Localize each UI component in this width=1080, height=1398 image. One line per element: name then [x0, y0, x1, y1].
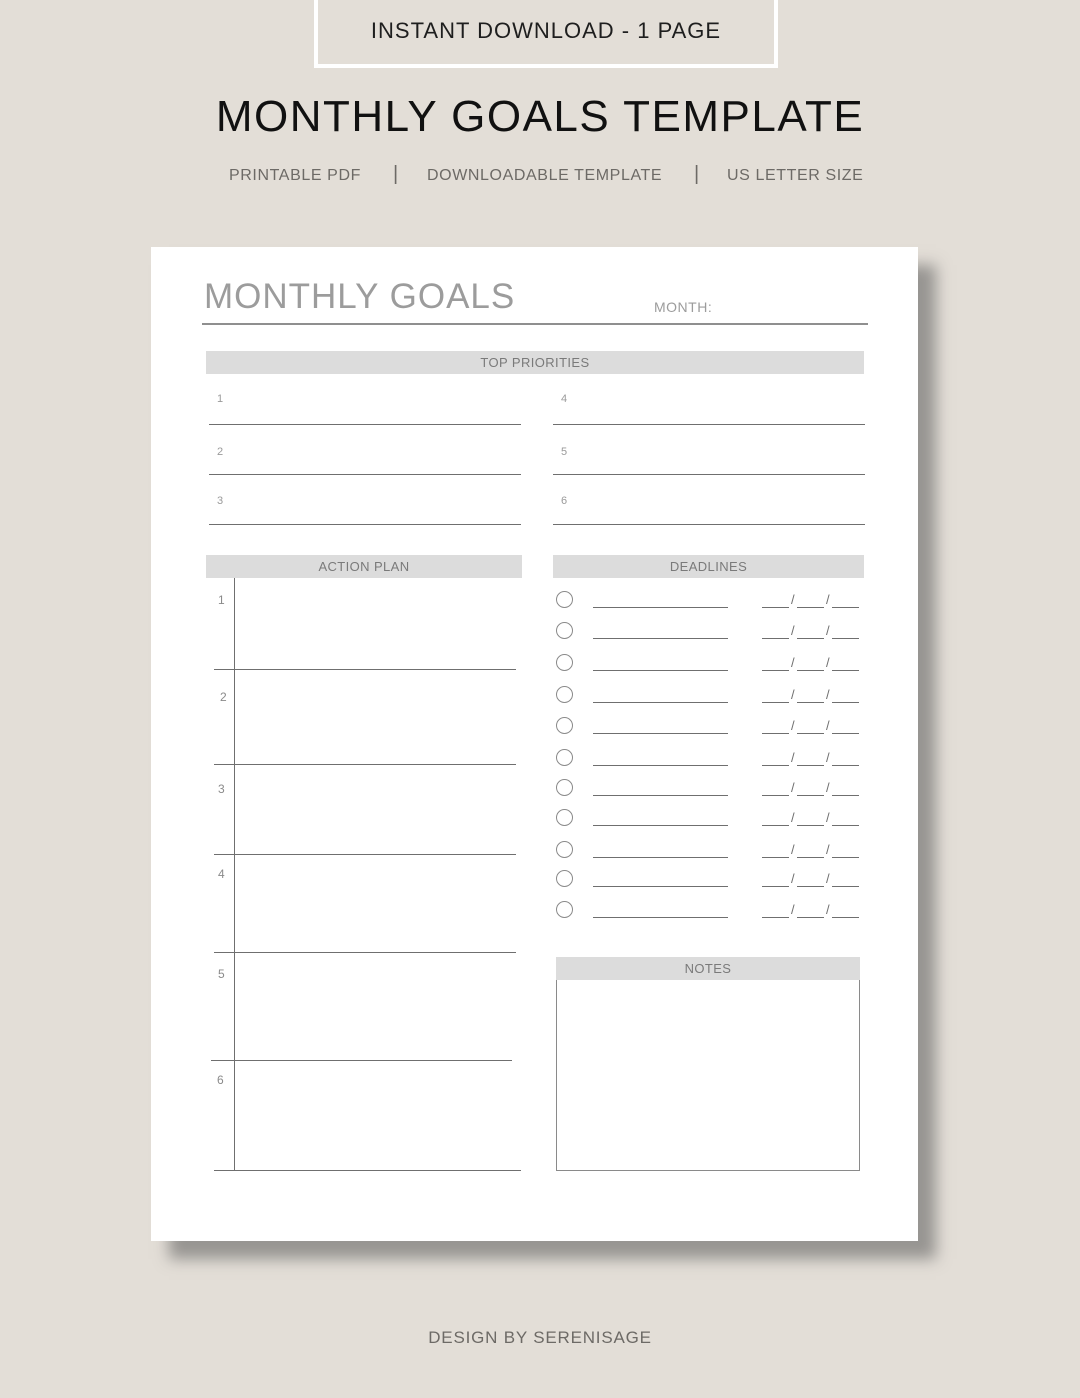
date-slash: / [791, 687, 795, 702]
date-slash: / [826, 655, 830, 670]
deadline-date-field [762, 594, 859, 608]
deadline-task-line [593, 917, 728, 918]
planner-sheet [151, 247, 918, 1241]
priority-line [553, 524, 865, 525]
deadline-date-field [762, 625, 859, 639]
feature-separator: | [694, 163, 700, 185]
date-slash: / [791, 902, 795, 917]
deadline-checkbox[interactable] [556, 901, 573, 918]
deadline-task-line [593, 886, 728, 887]
date-slash: / [791, 592, 795, 607]
deadline-checkbox[interactable] [556, 686, 573, 703]
sheet-title: MONTHLY GOALS [204, 277, 516, 316]
date-blank [797, 733, 824, 734]
page-title: MONTHLY GOALS TEMPLATE [215, 92, 865, 141]
action-line [211, 1060, 512, 1061]
action-line [214, 764, 516, 765]
date-blank [797, 857, 824, 858]
deadline-task-line [593, 825, 728, 826]
date-slash: / [826, 810, 830, 825]
deadlines-header [553, 555, 864, 578]
feature-separator: | [393, 163, 399, 185]
action-plan-label: ACTION PLAN [318, 559, 410, 574]
action-line [214, 854, 516, 855]
priority-number: 4 [561, 393, 568, 405]
deadline-checkbox[interactable] [556, 809, 573, 826]
date-slash: / [826, 871, 830, 886]
date-slash: / [791, 810, 795, 825]
action-number: 3 [218, 782, 225, 796]
date-slash: / [791, 655, 795, 670]
title-rule [202, 323, 868, 325]
deadline-task-line [593, 670, 728, 671]
top-priorities-label: TOP PRIORITIES [480, 355, 590, 370]
date-slash: / [826, 623, 830, 638]
date-slash: / [791, 842, 795, 857]
feature-downloadable-template: DOWNLOADABLE TEMPLATE [427, 167, 663, 184]
deadline-date-field [762, 689, 859, 703]
priority-line [209, 524, 521, 525]
action-number: 2 [220, 690, 227, 704]
deadline-task-line [593, 795, 728, 796]
date-slash: / [826, 592, 830, 607]
date-blank [832, 607, 859, 608]
date-blank [797, 917, 824, 918]
action-number: 1 [218, 593, 225, 607]
deadline-date-field [762, 873, 859, 887]
date-blank [762, 765, 789, 766]
priority-line [553, 424, 865, 425]
date-blank [762, 638, 789, 639]
date-blank [832, 825, 859, 826]
deadline-task-line [593, 857, 728, 858]
deadline-date-field [762, 904, 859, 918]
top-priorities-header [206, 351, 864, 374]
deadline-checkbox[interactable] [556, 749, 573, 766]
priority-number: 5 [561, 446, 568, 458]
deadline-task-line [593, 765, 728, 766]
date-blank [762, 795, 789, 796]
action-number: 4 [218, 867, 225, 881]
date-blank [797, 638, 824, 639]
date-slash: / [826, 902, 830, 917]
date-blank [797, 886, 824, 887]
notes-box [556, 980, 860, 1171]
badge-text: INSTANT DOWNLOAD - 1 PAGE [370, 18, 722, 43]
deadline-date-field [762, 752, 859, 766]
action-line [214, 669, 516, 670]
priority-line [553, 474, 865, 475]
date-slash: / [791, 871, 795, 886]
action-line [214, 952, 516, 953]
deadline-checkbox[interactable] [556, 622, 573, 639]
notes-label: NOTES [684, 961, 732, 976]
date-blank [832, 857, 859, 858]
date-blank [797, 670, 824, 671]
date-blank [797, 702, 824, 703]
deadline-checkbox[interactable] [556, 841, 573, 858]
deadline-date-field [762, 812, 859, 826]
date-blank [797, 607, 824, 608]
date-blank [762, 857, 789, 858]
feature-us-letter-size: US LETTER SIZE [727, 167, 864, 184]
priority-number: 6 [561, 495, 568, 507]
instant-download-badge [314, 0, 778, 68]
date-slash: / [826, 750, 830, 765]
date-slash: / [826, 842, 830, 857]
date-slash: / [791, 750, 795, 765]
month-label: MONTH: [654, 299, 713, 315]
date-blank [762, 825, 789, 826]
date-blank [832, 795, 859, 796]
deadline-task-line [593, 733, 728, 734]
deadline-checkbox[interactable] [556, 870, 573, 887]
design-credit: DESIGN BY SERENISAGE [428, 1328, 652, 1347]
deadline-checkbox[interactable] [556, 717, 573, 734]
date-blank [762, 607, 789, 608]
date-blank [832, 702, 859, 703]
priority-line [209, 424, 521, 425]
date-blank [762, 702, 789, 703]
deadline-date-field [762, 844, 859, 858]
date-blank [762, 917, 789, 918]
date-blank [797, 765, 824, 766]
date-blank [762, 886, 789, 887]
date-slash: / [791, 718, 795, 733]
date-slash: / [791, 623, 795, 638]
date-blank [762, 670, 789, 671]
priority-number: 2 [217, 446, 224, 458]
date-slash: / [826, 780, 830, 795]
deadline-date-field [762, 720, 859, 734]
date-blank [832, 733, 859, 734]
date-blank [832, 670, 859, 671]
date-blank [832, 917, 859, 918]
feature-printable-pdf: PRINTABLE PDF [229, 167, 361, 184]
deadline-date-field [762, 657, 859, 671]
action-line [214, 1170, 521, 1171]
priority-number: 3 [217, 495, 224, 507]
action-plan-margin-line [234, 578, 235, 1171]
date-blank [797, 795, 824, 796]
date-blank [832, 886, 859, 887]
date-blank [762, 733, 789, 734]
date-slash: / [826, 687, 830, 702]
deadline-checkbox[interactable] [556, 654, 573, 671]
deadline-checkbox[interactable] [556, 591, 573, 608]
date-blank [832, 638, 859, 639]
action-number: 5 [218, 967, 225, 981]
priority-line [209, 474, 521, 475]
action-number: 6 [217, 1073, 224, 1087]
date-slash: / [791, 780, 795, 795]
deadline-date-field [762, 782, 859, 796]
deadline-task-line [593, 638, 728, 639]
date-slash: / [826, 718, 830, 733]
notes-header [556, 957, 860, 980]
deadline-checkbox[interactable] [556, 779, 573, 796]
date-blank [832, 765, 859, 766]
date-blank [797, 825, 824, 826]
deadline-task-line [593, 702, 728, 703]
deadlines-label: DEADLINES [669, 559, 748, 574]
deadline-task-line [593, 607, 728, 608]
priority-number: 1 [217, 393, 224, 405]
action-plan-header [206, 555, 522, 578]
